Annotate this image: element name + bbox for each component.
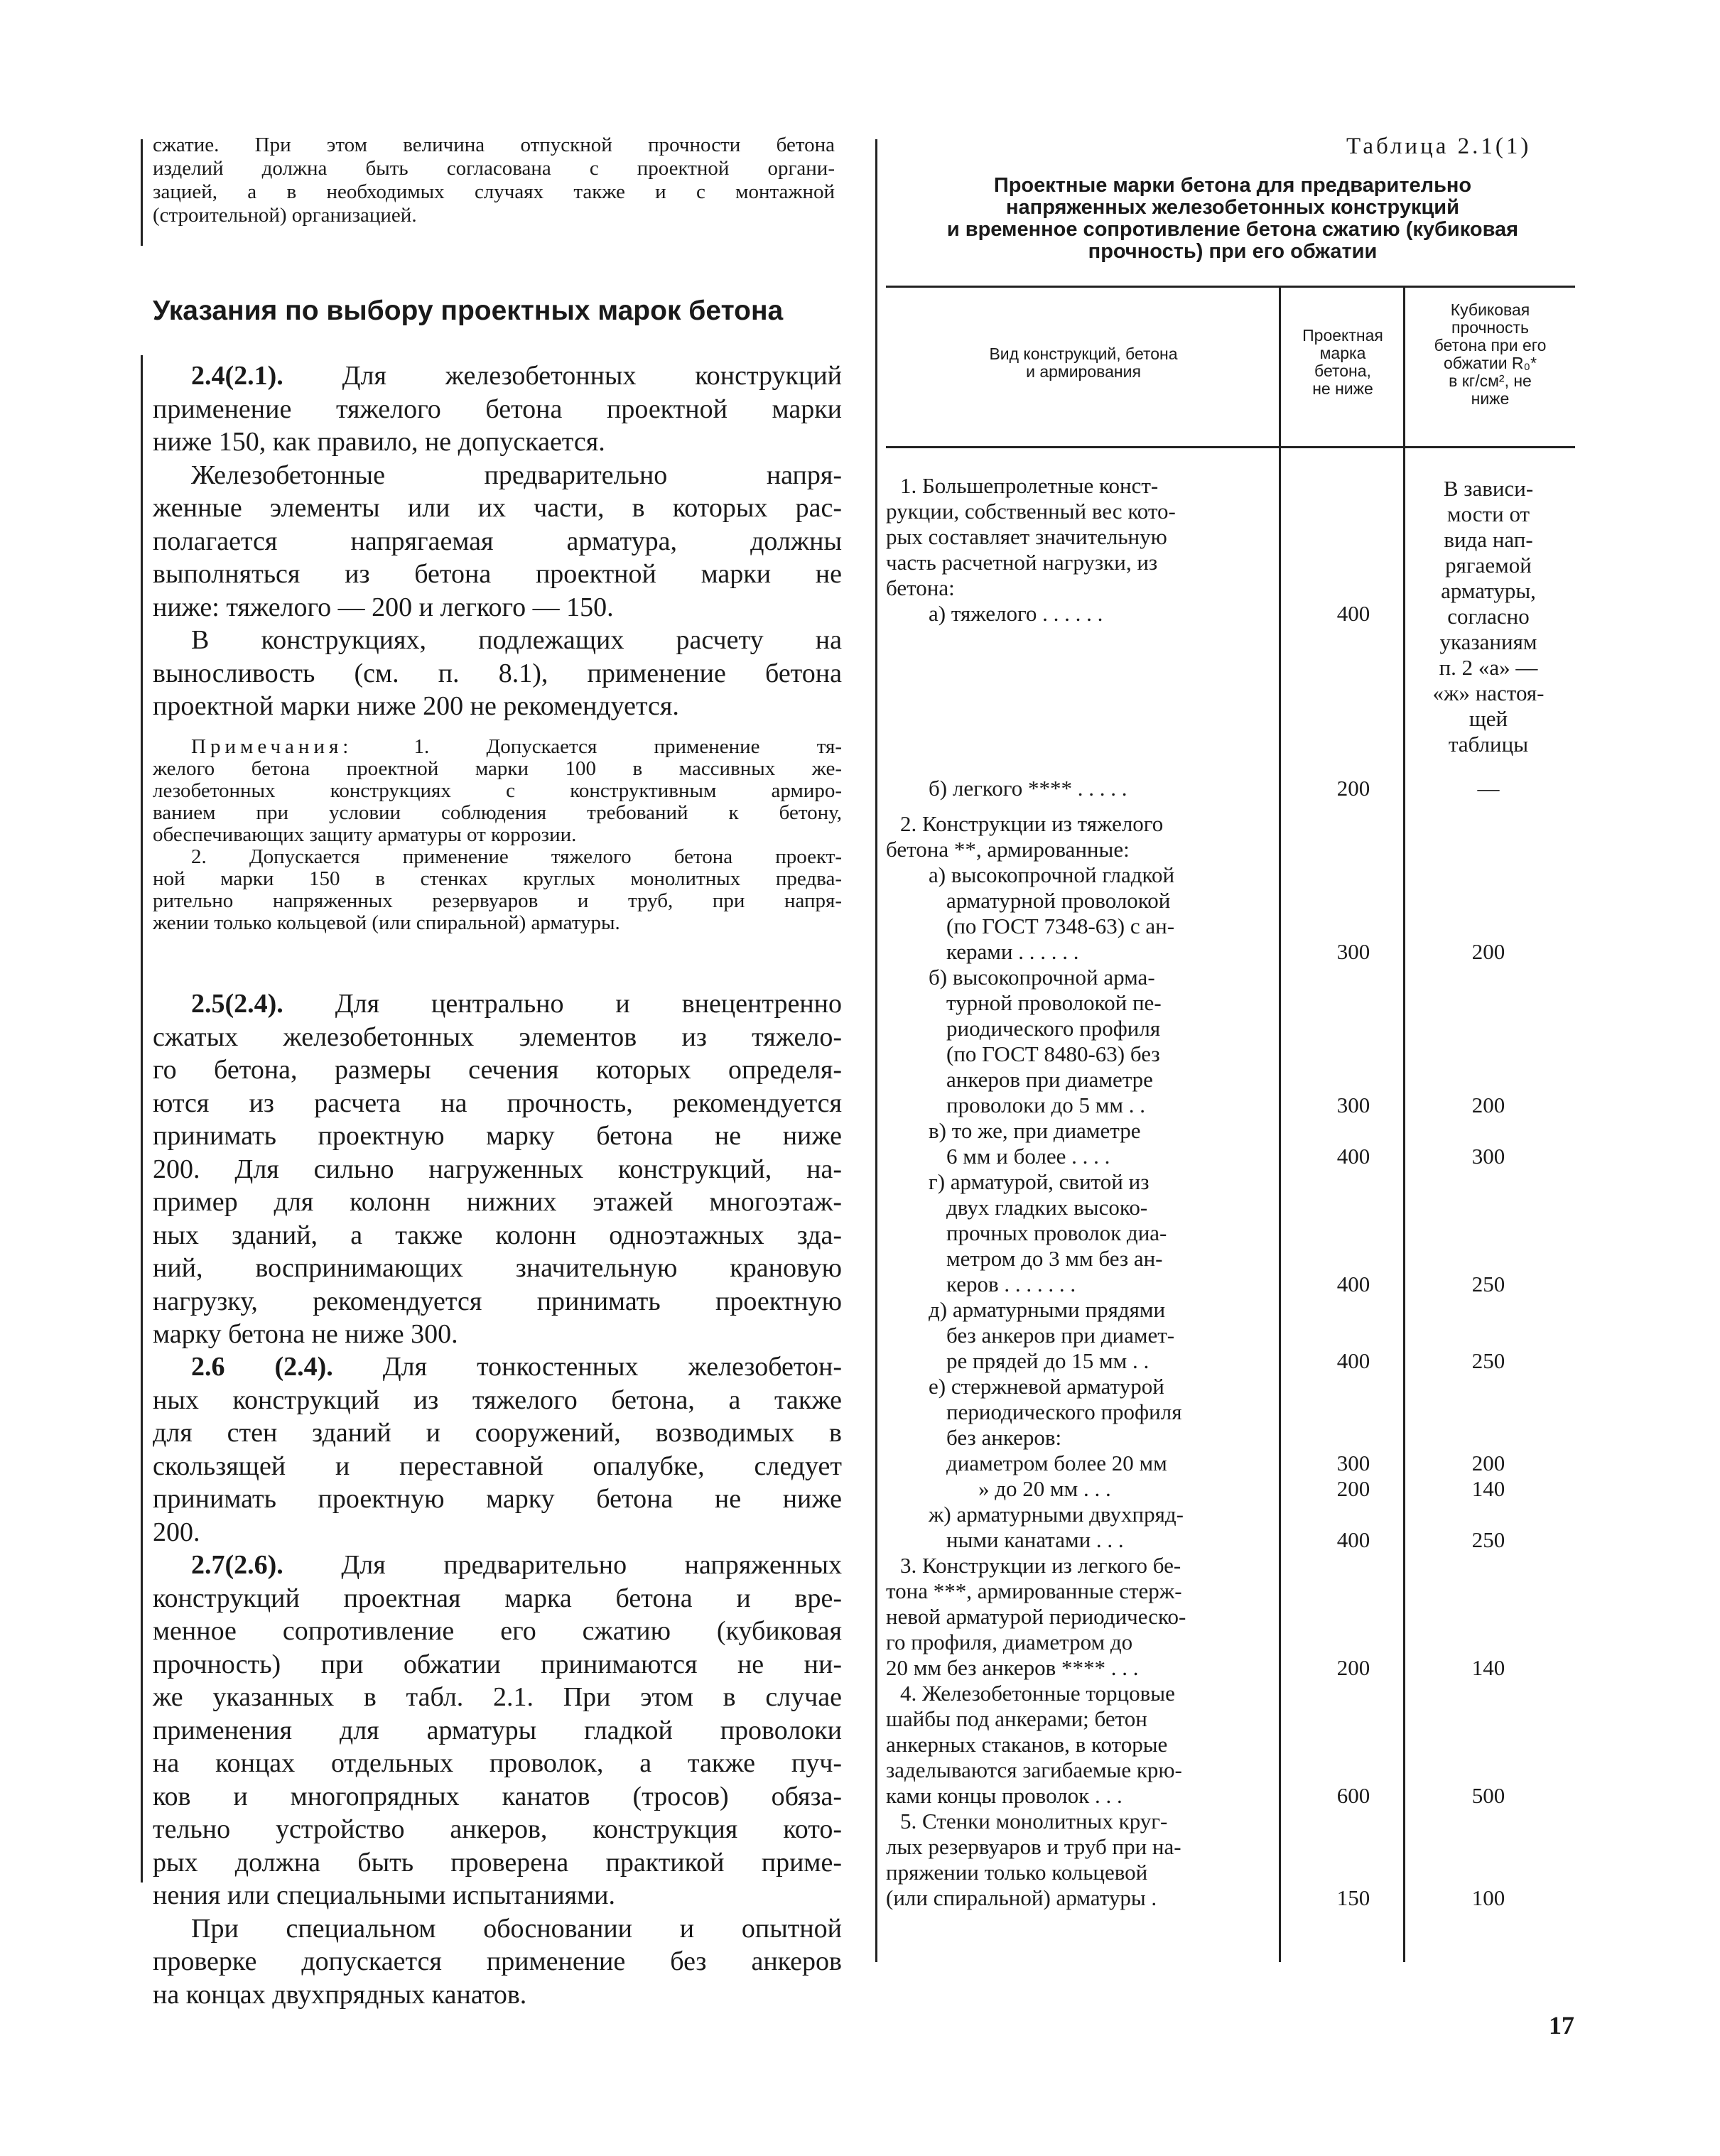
text-line: Проектные марки бетона для предварительно <box>993 174 1472 197</box>
text-line: сжатие. При этом величина отпускной прочности бетона <box>153 134 835 156</box>
text-line: керами . . . . . . <box>946 939 1079 964</box>
text-line: и временное сопротивление бетона сжатию (кубиковая <box>946 218 1519 241</box>
cell-grade: 200 <box>1336 1655 1370 1680</box>
text-line <box>153 1615 842 1648</box>
text-line: тона ***, армированные стерж- <box>886 1578 1182 1603</box>
paragraph-text: ных зданий, а также колонн одноэтажных зда- <box>153 1220 842 1250</box>
cell-grade: 600 <box>1336 1783 1370 1808</box>
paragraph-text: полагается напрягаемая арматура, должны <box>153 526 842 556</box>
text-line: (или спиральной) арматуры . <box>886 1885 1157 1910</box>
cell-strength: 200 <box>1471 939 1505 964</box>
note-text: обеспечивающих защиту арматуры от коррозии. <box>153 823 577 846</box>
text-line: бетона **, армированные: <box>886 837 1130 862</box>
text-line <box>153 1384 842 1417</box>
text-line <box>153 624 842 657</box>
text-line: лых резервуаров и труб при на- <box>886 1834 1181 1859</box>
paragraph-text: конструкций проектная марка бетона и вре- <box>153 1583 842 1613</box>
text-line <box>153 1318 842 1351</box>
paragraph-text: 200. Для сильно нагруженных конструкций, на- <box>153 1154 842 1184</box>
text-line: напряженных железобетонных конструкций <box>1006 196 1459 219</box>
text-line <box>153 736 842 758</box>
text-line: п. 2 «а» — <box>1439 655 1538 680</box>
note-text: 1. Допускается применение тя- <box>413 735 843 758</box>
text-line <box>153 1153 842 1186</box>
paragraph-text: же указанных в табл. 2.1. При этом в случае <box>153 1682 842 1712</box>
cell-grade: 300 <box>1336 1451 1370 1475</box>
text-line: указаниям <box>1439 629 1537 654</box>
text-line <box>153 525 842 558</box>
text-line: прочных проволок диа- <box>946 1220 1167 1245</box>
text-line <box>153 758 842 780</box>
paragraph-text: ков и многопрядных канатов (тросов) обяза- <box>153 1781 842 1811</box>
text-line: рукции, собственный вес кото- <box>886 499 1176 524</box>
cell-strength: 100 <box>1471 1885 1505 1910</box>
text-line: не ниже <box>1312 379 1373 398</box>
text-line <box>153 1945 842 1978</box>
paragraph-number: 2.5(2.4). <box>191 989 335 1019</box>
paragraph-text: го бетона, размеры сечения которых определя- <box>153 1055 842 1085</box>
paragraph-text: нения или специальными испытаниями. <box>153 1880 616 1910</box>
paragraph-text: нагрузку, рекомендуется принимать проектную <box>153 1286 842 1316</box>
paragraph-text: В конструкциях, подлежащих расчету на <box>191 625 842 655</box>
text-line <box>153 824 842 846</box>
text-line: заделываются загибаемые крю- <box>886 1757 1182 1782</box>
text-line <box>153 359 842 393</box>
text-line <box>153 1846 842 1880</box>
text-line: бетона при его <box>1434 336 1547 354</box>
text-line: В зависи- <box>1443 476 1534 501</box>
table-top-rule <box>886 286 1575 288</box>
cell-strength: 140 <box>1471 1655 1505 1680</box>
section-heading: Указания по выбору проектных марок бетона <box>153 296 784 326</box>
text-line: е) стержневой арматурой <box>929 1374 1164 1399</box>
text-line <box>153 1285 842 1318</box>
text-line <box>153 558 842 591</box>
note-text: ванием при условии соблюдения требований к бетону, <box>153 801 842 824</box>
text-line: и армирования <box>1026 362 1141 381</box>
text-line: д) арматурными прядями <box>929 1297 1166 1322</box>
note-text: 2. Допускается применение тяжелого бетона проект- <box>191 845 842 868</box>
text-line: пряжении только кольцевой <box>886 1860 1148 1885</box>
text-line: ными канатами . . . <box>946 1527 1124 1552</box>
text-line: 1. Большепролетные конст- <box>900 473 1159 498</box>
paragraph-text: тельно устройство анкеров, конструкция кото- <box>153 1814 842 1844</box>
text-line: рягаемой <box>1445 553 1532 578</box>
cell-grade: 300 <box>1336 1093 1370 1117</box>
text-line <box>153 1516 842 1549</box>
text-line <box>153 1350 842 1384</box>
text-line: диаметром более 20 мм <box>946 1451 1167 1475</box>
text-line: арматурной проволокой <box>946 888 1171 913</box>
text-line: б) легкого **** . . . . . <box>929 776 1127 801</box>
paragraph-text: выносливость (см. п. 8.1), применение бетона <box>153 658 842 688</box>
paragraph-text: Железобетонные предварительно напря- <box>191 460 842 490</box>
paragraph-text: ниже 150, как правило, не допускается. <box>153 427 605 457</box>
text-line <box>153 393 842 426</box>
paragraph-text: применения для арматуры гладкой проволоки <box>153 1715 842 1745</box>
paragraph-number: 2.7(2.6). <box>191 1550 342 1580</box>
cell-strength: 300 <box>1471 1144 1505 1169</box>
text-line: таблицы <box>1448 732 1529 757</box>
text-line <box>153 1780 842 1814</box>
text-line <box>153 1120 842 1153</box>
table-caption <box>888 175 1577 263</box>
paragraph-text: принимать проектную марку бетона не ниже <box>153 1121 842 1151</box>
text-line: а) высокопрочной гладкой <box>929 862 1175 887</box>
text-line: 2. Конструкции из тяжелого <box>900 811 1164 836</box>
text-line: б) высокопрочной арма- <box>929 965 1155 990</box>
cell-strength: 200 <box>1471 1451 1505 1475</box>
header-col-1 <box>888 345 1279 381</box>
notes-label: Примечания: <box>191 735 414 758</box>
text-line <box>153 1087 842 1120</box>
cell-grade: 400 <box>1336 1144 1370 1169</box>
text-line: в кг/см², не <box>1449 372 1532 390</box>
text-line <box>153 492 842 525</box>
text-line <box>153 426 842 459</box>
paragraph-text: проверке допускается применение без анкеров <box>153 1946 842 1976</box>
text-line <box>153 1681 842 1714</box>
paragraph-text: принимать проектную марку бетона не ниже <box>153 1484 842 1514</box>
text-line <box>153 846 842 868</box>
text-line: арматуры, <box>1441 578 1536 603</box>
text-line <box>153 868 842 890</box>
note-text: лезобетонных конструкциях с конструктивным армиро- <box>153 779 842 802</box>
paragraph-2-5 <box>153 987 842 1351</box>
text-line: анкерных стаканов, в которые <box>886 1732 1168 1757</box>
text-line <box>153 890 842 912</box>
text-line <box>153 1747 842 1780</box>
text-line: го профиля, диаметром до <box>886 1630 1133 1654</box>
cell-grade: 400 <box>1336 1272 1370 1296</box>
text-line <box>153 1582 842 1615</box>
text-line: двух гладких высоко- <box>946 1195 1148 1220</box>
table-column-divider <box>1279 286 1281 1962</box>
text-line <box>153 1912 842 1946</box>
paragraph-text: для стен зданий и сооружений, возводимых в <box>153 1418 842 1448</box>
cell-grade: 400 <box>1336 1348 1370 1373</box>
text-line <box>153 1450 842 1483</box>
text-line: бетона, <box>1314 362 1371 380</box>
paragraph-text: ниже: тяжелого — 200 и легкого — 150. <box>153 592 614 622</box>
paragraph-text: женные элементы или их части, в которых рас- <box>153 493 842 523</box>
text-line <box>153 1483 842 1516</box>
text-line: периодического профиля <box>946 1399 1182 1424</box>
text-line: » до 20 мм . . . <box>978 1476 1111 1501</box>
paragraph-text: прочность) при обжатии принимаются не ни- <box>153 1649 842 1679</box>
cell-grade: 300 <box>1336 939 1370 964</box>
paragraph-text: марку бетона не ниже 300. <box>153 1319 458 1349</box>
cell-strength: — <box>1477 776 1500 801</box>
text-line <box>153 657 842 690</box>
cell-grade: 200 <box>1336 1476 1370 1501</box>
text-line <box>153 1186 842 1219</box>
text-line: анкеров при диаметре <box>946 1067 1153 1092</box>
text-line <box>153 780 842 802</box>
table-left-border <box>875 139 877 1962</box>
paragraph-text: 200. <box>153 1517 200 1547</box>
text-line: г) арматурой, свитой из <box>929 1169 1150 1194</box>
paragraph-text: на концах отдельных проволок, а также пуч- <box>153 1748 842 1778</box>
text-line: (строительной) организацией. <box>153 204 417 227</box>
text-line <box>153 1648 842 1681</box>
text-line: рых составляет значительную <box>886 524 1167 549</box>
text-line: 5. Стенки монолитных круг- <box>900 1809 1168 1833</box>
paragraph-text: выполняться из бетона проектной марки не <box>153 559 842 589</box>
text-line <box>153 802 842 824</box>
text-line <box>153 1879 842 1912</box>
text-line: Проектная <box>1302 326 1383 345</box>
text-line: а) тяжелого . . . . . . <box>929 601 1103 626</box>
text-line: невой арматурой периодическо- <box>886 1604 1186 1629</box>
page-number: 17 <box>1549 2011 1574 2039</box>
text-line: (по ГОСТ 8480-63) без <box>946 1041 1160 1066</box>
intro-paragraph <box>153 134 835 227</box>
text-line <box>153 1714 842 1748</box>
margin-bar <box>141 355 143 1883</box>
paragraph-text: скользящей и переставной опалубке, следует <box>153 1451 842 1481</box>
text-line: бетона: <box>886 575 955 600</box>
table-column-divider <box>1403 286 1405 1962</box>
text-line <box>153 1252 842 1285</box>
text-line: 3. Конструкции из легкого бе- <box>900 1553 1181 1578</box>
text-line: (по ГОСТ 7348-63) с ан- <box>946 914 1175 938</box>
paragraph-text: пример для колонн нижних этажей многоэтаж- <box>153 1187 842 1217</box>
notes-block <box>153 736 842 934</box>
text-line: прочность) при его обжатии <box>1088 240 1378 263</box>
paragraph-text: ных конструкций из тяжелого бетона, а также <box>153 1385 842 1415</box>
cell-strength: 500 <box>1471 1783 1505 1808</box>
paragraph-2-7 <box>153 1549 842 2011</box>
text-line: ниже <box>1471 389 1510 408</box>
text-line: 4. Железобетонные торцовые <box>900 1681 1175 1706</box>
text-line <box>153 1021 842 1054</box>
text-line: 6 мм и более . . . . <box>946 1144 1110 1169</box>
text-line: метром до 3 мм без ан- <box>946 1246 1163 1271</box>
margin-bar <box>141 139 143 246</box>
text-line: 20 мм без анкеров **** . . . <box>886 1655 1139 1680</box>
text-line <box>153 591 842 624</box>
note-text: ной марки 150 в стенках круглых монолитных предва- <box>153 867 842 890</box>
text-line: щей <box>1469 706 1508 731</box>
text-line: проволоки до 5 мм . . <box>946 1093 1145 1117</box>
text-line: обжатии R₀* <box>1443 354 1537 372</box>
text-line: без анкеров: <box>946 1425 1062 1450</box>
text-line: в) то же, при диаметре <box>929 1118 1141 1143</box>
text-line: Вид конструкций, бетона <box>989 345 1178 363</box>
text-line: «ж» настоя- <box>1432 681 1545 705</box>
text-line <box>153 1813 842 1846</box>
text-line: риодического профиля <box>946 1016 1161 1041</box>
paragraph-text: на концах двухпрядных канатов. <box>153 1979 527 2010</box>
text-line <box>153 1416 842 1450</box>
paragraph-2-6 <box>153 1350 842 1549</box>
text-line: ре прядей до 15 мм . . <box>946 1348 1150 1373</box>
paragraph-text: Для тонкостенных железобетон- <box>382 1352 842 1382</box>
text-line: согласно <box>1447 604 1530 629</box>
col3-note <box>1417 476 1559 757</box>
paragraph-text: сжатых железобетонных элементов из тяжело- <box>153 1022 842 1052</box>
cell-strength: 140 <box>1471 1476 1505 1501</box>
cell-strength: 250 <box>1471 1348 1505 1373</box>
text-line <box>153 690 842 723</box>
cell-strength: 200 <box>1471 1093 1505 1117</box>
text-line <box>153 987 842 1021</box>
cell-grade: 150 <box>1336 1885 1370 1910</box>
paragraph-text: ются из расчета на прочность, рекомендуется <box>153 1088 842 1118</box>
text-line: без анкеров при диамет- <box>946 1323 1175 1348</box>
text-line <box>153 1978 842 2012</box>
text-line: прочность <box>1451 318 1530 337</box>
cell-strength: 250 <box>1471 1527 1505 1552</box>
text-line <box>153 1219 842 1252</box>
paragraph-text: ний, воспринимающих значительную крановую <box>153 1253 842 1283</box>
text-line: шайбы под анкерами; бетон <box>886 1706 1147 1731</box>
text-line: вида нап- <box>1444 527 1533 552</box>
text-line <box>153 912 842 934</box>
paragraph-number: 2.4(2.1). <box>191 361 342 391</box>
paragraph-2-4 <box>153 359 842 723</box>
paragraph-text: рых должна быть проверена практикой приме- <box>153 1847 842 1878</box>
paragraph-text: проектной марки ниже 200 не рекомендуется. <box>153 691 679 721</box>
paragraph-text: Для железобетонных конструкций <box>342 361 842 391</box>
note-text: жении только кольцевой (или спиральной) арматуры. <box>153 911 620 934</box>
text-line: марка <box>1319 344 1366 362</box>
text-line <box>153 459 842 492</box>
paragraph-text: Для предварительно напряженных <box>341 1550 843 1580</box>
note-text: рительно напряженных резервуаров и труб, при напря- <box>153 889 842 912</box>
text-line <box>153 1053 842 1087</box>
paragraph-text: Для центрально и внецентренно <box>335 989 842 1019</box>
paragraph-number: 2.6 (2.4). <box>191 1352 383 1382</box>
text-line: ками концы проволок . . . <box>886 1783 1123 1808</box>
cell-grade: 200 <box>1336 776 1370 801</box>
text-line <box>153 1549 842 1582</box>
header-col-2 <box>1282 327 1403 398</box>
text-line: зацией, а в необходимых случаях также и с монтажной <box>153 180 835 203</box>
cell-grade: 400 <box>1336 1527 1370 1552</box>
paragraph-text: менное сопротивление его сжатию (кубиковая <box>153 1616 842 1646</box>
text-line: керов . . . . . . . <box>946 1272 1076 1296</box>
paragraph-text: При специальном обосновании и опытной <box>191 1913 842 1944</box>
note-text: желого бетона проектной марки 100 в массивных же- <box>153 757 842 780</box>
text-line: изделий должна быть согласована с проектной органи- <box>153 157 835 180</box>
table-number: Таблица 2.1(1) <box>1346 134 1532 159</box>
text-line: часть расчетной нагрузки, из <box>886 550 1158 575</box>
text-line: мости от <box>1446 502 1530 526</box>
text-line: Кубиковая <box>1450 300 1530 319</box>
cell-grade: 400 <box>1336 601 1370 626</box>
cell-strength: 250 <box>1471 1272 1505 1296</box>
header-col-3 <box>1407 301 1574 408</box>
text-line: турной проволокой пе- <box>946 990 1162 1015</box>
text-line: ж) арматурными двухпряд- <box>929 1502 1184 1527</box>
table-header-rule <box>886 446 1575 448</box>
paragraph-text: применение тяжелого бетона проектной марки <box>153 394 842 424</box>
